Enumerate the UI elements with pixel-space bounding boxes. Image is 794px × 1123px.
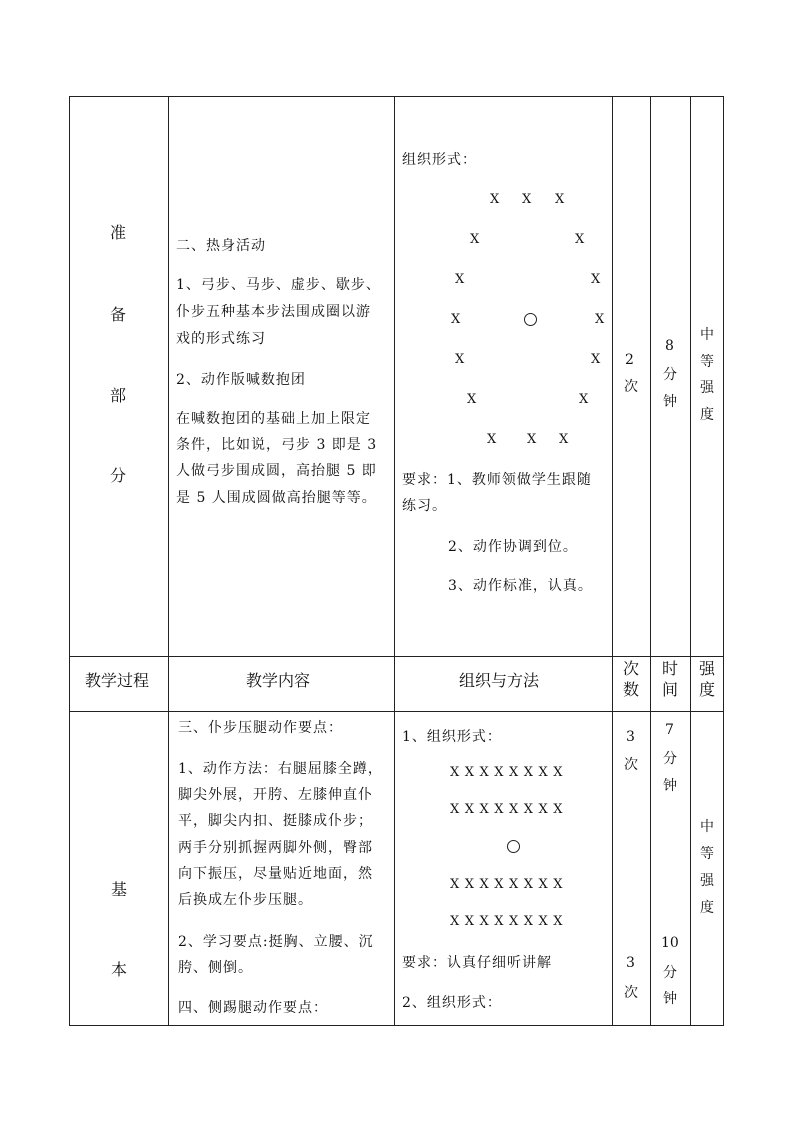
prep-count-unit: 次 xyxy=(624,379,638,395)
header-content: 教学内容 xyxy=(246,671,311,690)
col-divider-2 xyxy=(394,96,395,1026)
col-divider-5 xyxy=(690,96,691,1026)
basic-content-heading: 三、仆步压腿动作要点： xyxy=(178,720,343,736)
prep-content-detail-line: 在喊数抱团的基础上加上限定 xyxy=(176,411,371,427)
basic-time-1: 7 xyxy=(665,722,674,738)
formation-row: XXXXXXXX xyxy=(450,802,569,817)
formation-mark: X xyxy=(591,272,601,287)
prep-requirement-line: 练习。 xyxy=(402,498,447,514)
formation-mark: X xyxy=(522,192,532,207)
prep-form-label: 组织形式： xyxy=(402,152,477,168)
header-intensity: 度 xyxy=(699,680,716,699)
header-intensity: 强 xyxy=(699,659,716,678)
basic-requirement: 要求：认真仔细听讲解 xyxy=(402,955,552,971)
basic-section-char: 本 xyxy=(111,960,128,979)
basic-content-item1-line: 脚尖外展，开胯、左膝伸直仆 xyxy=(178,787,373,803)
prep-section-char: 部 xyxy=(110,386,127,405)
header-time: 间 xyxy=(662,680,679,699)
basic-content-item4: 四、侧踢腿动作要点： xyxy=(178,1000,328,1016)
prep-intensity: 中 xyxy=(700,327,714,343)
prep-content-heading: 二、热身活动 xyxy=(176,238,266,254)
prep-section-char: 分 xyxy=(110,466,127,485)
prep-content-item2: 2、动作版喊数抱团 xyxy=(176,372,306,388)
header-count: 次 xyxy=(623,659,640,678)
formation-mark: X xyxy=(527,432,537,447)
formation-row: XXXXXXXX xyxy=(450,914,569,929)
basic-time-2: 10 xyxy=(661,935,679,951)
prep-intensity: 等 xyxy=(700,354,714,370)
basic-content-item2-line: 胯、侧倒。 xyxy=(178,960,253,976)
col-divider-4 xyxy=(650,96,651,1026)
formation-mark: X xyxy=(490,192,500,207)
prep-time: 8 xyxy=(665,338,674,354)
formation-mark: X xyxy=(451,312,461,327)
header-process: 教学过程 xyxy=(85,671,150,690)
teacher-circle-icon xyxy=(507,840,520,853)
formation-mark: X xyxy=(595,312,605,327)
prep-section-char: 备 xyxy=(110,305,127,324)
prep-content-item1-line: 戏的形式练习 xyxy=(176,331,266,347)
header-method: 组织与方法 xyxy=(459,671,540,690)
formation-mark: X xyxy=(579,392,589,407)
prep-content-item1-line: 仆步五种基本步法围成圈以游 xyxy=(176,304,371,320)
formation-mark: X xyxy=(555,192,565,207)
prep-content-detail-line: 人做弓步围成圆，高抬腿 5 即 xyxy=(176,463,377,479)
formation-mark: X xyxy=(559,432,569,447)
basic-form1-label: 1、组织形式： xyxy=(402,729,502,745)
basic-time-1-unit: 钟 xyxy=(663,778,677,794)
teacher-circle-icon xyxy=(524,313,537,326)
table-border-left xyxy=(69,96,70,1026)
table-border-right xyxy=(723,96,724,1026)
basic-intensity: 强 xyxy=(700,873,714,889)
basic-time-2-unit: 钟 xyxy=(663,991,677,1007)
prep-time-unit: 钟 xyxy=(663,394,677,410)
basic-content-item1-line: 两手分别抓握两脚外侧，臀部 xyxy=(178,840,373,856)
basic-content-item1-line: 平，脚尖内扣、挺膝成仆步； xyxy=(178,813,373,829)
formation-mark: X xyxy=(455,272,465,287)
col-divider-1 xyxy=(168,96,169,1026)
basic-count-2-unit: 次 xyxy=(624,985,638,1001)
basic-time-1-unit: 分 xyxy=(663,751,677,767)
formation-row: XXXXXXXX xyxy=(450,765,569,780)
prep-intensity: 度 xyxy=(700,407,714,423)
prep-section-char: 准 xyxy=(110,223,127,242)
prep-requirement-2: 2、动作协调到位。 xyxy=(448,539,578,555)
header-count: 数 xyxy=(623,680,640,699)
col-divider-3 xyxy=(612,96,613,1026)
formation-mark: X xyxy=(575,232,585,247)
formation-mark: X xyxy=(591,352,601,367)
formation-mark: X xyxy=(467,392,477,407)
formation-row: XXXXXXXX xyxy=(450,877,569,892)
formation-mark: X xyxy=(470,232,480,247)
prep-requirement-3: 3、动作标准，认真。 xyxy=(448,578,593,594)
basic-content-item1-line: 1、动作方法：右腿屈膝全蹲， xyxy=(178,761,383,777)
prep-intensity: 强 xyxy=(700,380,714,396)
basic-time-2-unit: 分 xyxy=(663,965,677,981)
prep-count: 2 xyxy=(625,352,634,368)
basic-count-1: 3 xyxy=(626,729,635,745)
basic-content-item1-line: 向下振压，尽量贴近地面，然 xyxy=(178,866,373,882)
basic-content-item2-line: 2、学习要点:挺胸、立腰、沉 xyxy=(178,934,374,950)
prep-content-detail-line: 条件，比如说，弓步 3 即是 3 xyxy=(176,437,378,453)
basic-count-1-unit: 次 xyxy=(624,757,638,773)
basic-intensity: 等 xyxy=(700,846,714,862)
formation-mark: X xyxy=(487,432,497,447)
prep-content-detail-line: 是 5 人围成圆做高抬腿等等。 xyxy=(176,490,377,506)
header-time: 时 xyxy=(662,659,679,678)
basic-count-2: 3 xyxy=(626,955,635,971)
basic-form2-label: 2、组织形式： xyxy=(402,995,502,1011)
basic-intensity: 度 xyxy=(700,900,714,916)
prep-content-item1-line: 1、弓步、马步、虚步、歇步、 xyxy=(176,277,381,293)
prep-time-unit: 分 xyxy=(663,367,677,383)
basic-section-char: 基 xyxy=(111,880,128,899)
prep-requirement-line: 要求：1、教师领做学生跟随 xyxy=(402,472,592,488)
basic-intensity: 中 xyxy=(700,819,714,835)
basic-content-item1-line: 后换成左仆步压腿。 xyxy=(178,892,313,908)
formation-mark: X xyxy=(455,352,465,367)
